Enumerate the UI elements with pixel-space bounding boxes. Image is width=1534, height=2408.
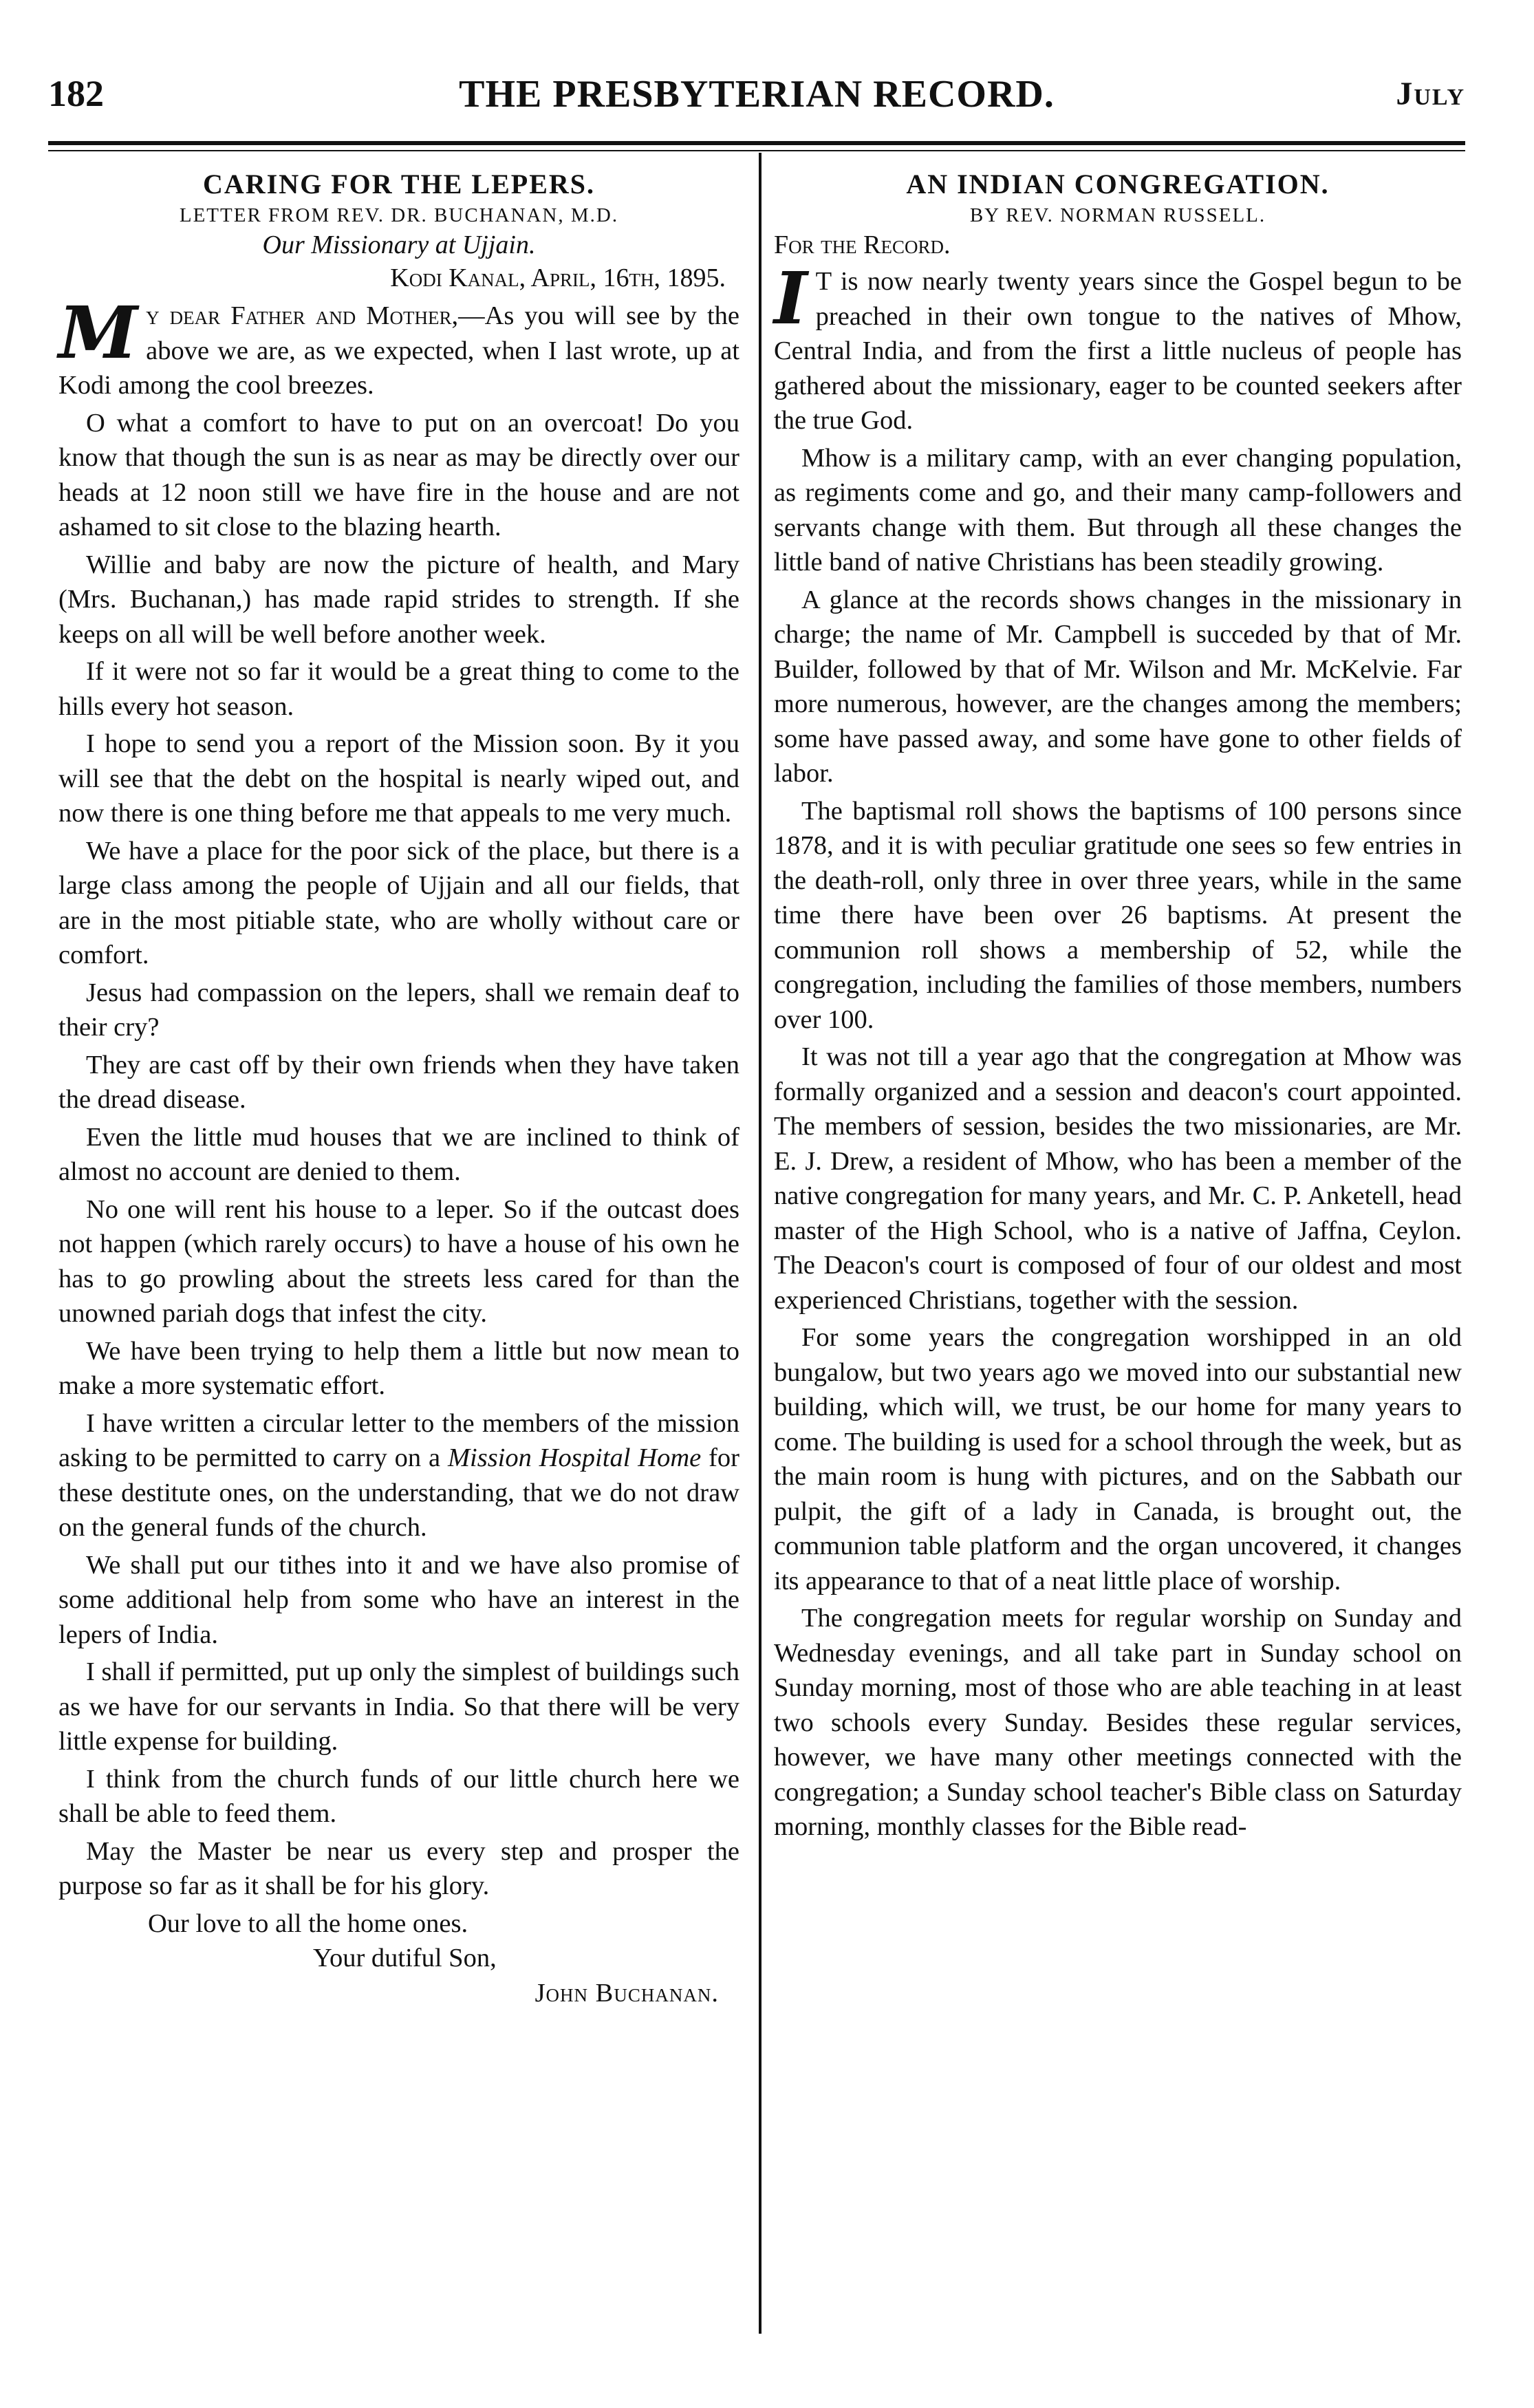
paragraph: Willie and baby are now the picture of health, and Mary (Mrs. Buchanan,) has made rapid strides to strength. If she keeps on all will be well before another week. bbox=[58, 550, 739, 649]
source-record: Record. bbox=[863, 230, 951, 259]
article-subtitle: Our Missionary at Ujjain. bbox=[262, 230, 536, 259]
paragraph: The congregation meets for regular worship on Sunday and Wednesday evenings, and all take part in Sunday school on Sunday morning, most of those who are able teaching in at least two schools every Sunday. Besides these regular services, however, we have many other meetings connected with the congregation; a Sunday school teacher's Bible class on Saturday morning, monthly classes for the Bible read- bbox=[774, 1604, 1462, 1841]
closing-love: Our love to all the home ones. bbox=[148, 1909, 468, 1938]
paragraph: I hope to send you a report of the Mission soon. By it you will see that the debt on the hospital is nearly wiped out, and now there is one thing before me that appeals to me very much. bbox=[58, 729, 739, 828]
paragraph: Jesus had compassion on the lepers, shall we remain deaf to their cry? bbox=[58, 978, 739, 1042]
paragraph: Even the little mud houses that we are inclined to think of almost no account are denied to them. bbox=[58, 1122, 739, 1186]
source-prefix: For the bbox=[774, 230, 864, 259]
paragraph: I shall if permitted, put up only the simplest of buildings such as we have for our servants in India. So that there will be very little expense for building. bbox=[58, 1657, 739, 1756]
opening-paragraph bbox=[58, 290, 739, 403]
paragraph: I think from the church funds of our little church here we shall be able to feed them. bbox=[58, 1764, 739, 1828]
article-byline: BY REV. NORMAN RUSSELL. bbox=[969, 204, 1266, 226]
paragraph: Mhow is a military camp, with an ever changing population, as regiments come and go, and their many camp-followers and servants change with them. But through all these changes the little band of native Christians has been steadily growing. bbox=[774, 443, 1462, 577]
drop-cap: M bbox=[58, 290, 138, 375]
paragraph: O what a comfort to have to put on an overcoat! Do you know that though the sun is as near as may be directly over our heads at 12 noon still we have fire in the house and are not ashamed to sit close to the blazing hearth. bbox=[58, 408, 739, 541]
circular-letter-paragraph bbox=[58, 1406, 739, 1545]
paragraph: They are cast off by their own friends when they have taken the dread disease. bbox=[58, 1050, 739, 1114]
issue-month: July bbox=[1396, 76, 1465, 112]
paragraph: We have a place for the poor sick of the place, but there is a large class among the people of Ujjain and all our fields, that are in the most pitiable state, who are wholly without care or comfort. bbox=[58, 836, 739, 969]
paragraph: We shall put our tithes into it and we have also promise of some additional help from some who have an interest in the lepers of India. bbox=[58, 1550, 739, 1649]
mission-hospital-home: Mission Hospital Home bbox=[447, 1443, 702, 1472]
paragraph: We have been trying to help them a little but now mean to make a more systematic effort. bbox=[58, 1336, 739, 1400]
source-line bbox=[774, 230, 1462, 260]
salutation: y dear Father and Mother, bbox=[146, 301, 459, 330]
closing-son: Your dutiful Son, bbox=[313, 1944, 497, 1972]
page-number: 182 bbox=[48, 73, 104, 114]
paragraph-text: for these destitute ones, on the understanding, that we do not draw on the general funds of the church. bbox=[58, 1443, 739, 1542]
drop-cap: I bbox=[774, 256, 808, 341]
paragraph: May the Master be near us every step and prosper the purpose so far as it shall be for his glory. bbox=[58, 1836, 739, 1900]
header-rule-thin bbox=[48, 150, 1465, 151]
paragraph-text: I have written a circular letter to the members of the mission asking to be permitted to carry on a bbox=[58, 1408, 739, 1472]
paragraph: No one will rent his house to a leper. So if the outcast does not happen (which rarely occurs) to have a house of his own he has to go prowling about the streets less cared for than the unowned pariah dogs that infest the city. bbox=[58, 1194, 739, 1328]
paragraph: For some years the congregation worshipped in an old bungalow, but two years ago we moved into our substantial new building, which will, we trust, be our home for many years to come. The building is used for a school through the week, but as the main room is hung with pictures, and on the Sabbath our pulpit, the gift of a lady in Canada, is brought out, the communion table platform and the organ uncovered, it changes its appearance to that of a neat little place of worship. bbox=[774, 1323, 1462, 1595]
paragraph: The baptismal roll shows the baptisms of 100 persons since 1878, and it is with peculiar gratitude one sees so few entries in the death-roll, only three in over three years, while in the same time there have been over 26 baptisms. At present the communion roll shows a membership of 52, while the congregation, including the families of those members, numbers over 100. bbox=[774, 796, 1462, 1034]
left-column-article bbox=[58, 158, 739, 2010]
paragraph: It was not till a year ago that the congregation at Mhow was formally organized and a session and deacon's court appointed. The members of session, besides the two missionaries, are Mr. E. J. Drew, a resident of Mhow, who has been a member of the native congregation for many years, and Mr. C. P. Anketell, head master of the High School, who is a native of Jaffna, Ceylon. The Deacon's court is composed of four of our oldest and most experienced Christians, together with the session. bbox=[774, 1042, 1462, 1315]
signature: John Buchanan. bbox=[534, 1978, 719, 2008]
article-title: CARING FOR THE LEPERS. bbox=[202, 169, 595, 200]
opening-text: —As you will see by the above we are, as we expected, when I last wrote, up at Kodi among the cool breezes. bbox=[58, 301, 739, 400]
letter-dateline: Kodi Kanal, April, 16th, 1895. bbox=[390, 264, 726, 292]
article-title: AN INDIAN CONGREGATION. bbox=[906, 169, 1330, 200]
article-byline: LETTER FROM REV. DR. BUCHANAN, M.D. bbox=[179, 204, 619, 226]
right-column-article bbox=[774, 158, 1462, 1847]
page-header bbox=[48, 72, 1465, 127]
opening-paragraph bbox=[774, 256, 1462, 438]
paragraph: A glance at the records shows changes in the missionary in charge; the name of Mr. Campbell is succeded by that of Mr. Builder, followed by that of Mr. Wilson and Mr. McKelvie. Far more numerous, however, are the changes among the members; some have passed away, and some have gone to other fields of labor. bbox=[774, 585, 1462, 788]
journal-title: THE PRESBYTERIAN RECORD. bbox=[459, 73, 1055, 116]
opening-text: T is now nearly twenty years since the Gospel begun to be preached in their own tongue to the natives of Mhow, Central India, and from the first a little nucleus of people has gathered about the missionary, eager to be counted seekers after the true God. bbox=[774, 267, 1462, 435]
header-rule-thick bbox=[48, 141, 1465, 145]
column-divider bbox=[759, 153, 761, 2334]
paragraph: If it were not so far it would be a great thing to come to the hills every hot season. bbox=[58, 657, 739, 721]
